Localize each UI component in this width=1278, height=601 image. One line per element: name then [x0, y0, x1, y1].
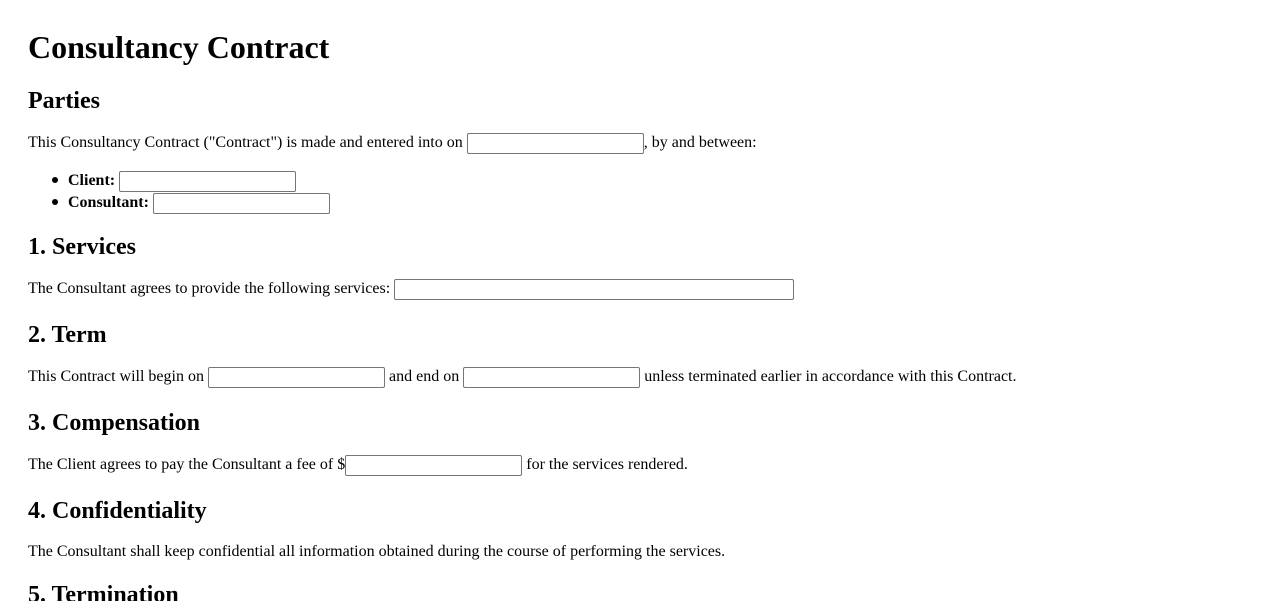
- section-heading-parties: Parties: [28, 88, 100, 114]
- party-item-client: [68, 170, 330, 192]
- confidentiality-text: The Consultant shall keep confidential all information obtained during the course of performing the services.: [28, 543, 726, 560]
- section-heading-services: 1. Services: [28, 234, 136, 260]
- page-title: Consultancy Contract: [28, 29, 330, 65]
- client-name-input[interactable]: [119, 171, 296, 192]
- compensation-text-start: The Client agrees to pay the Consultant a fee of $: [28, 456, 346, 474]
- section-heading-term: 2. Term: [28, 322, 107, 348]
- services-input[interactable]: [394, 279, 794, 300]
- term-text-middle: and end on: [388, 368, 460, 386]
- consultant-name-input[interactable]: [153, 193, 330, 214]
- party-item-consultant: [68, 192, 330, 214]
- section-heading-confidentiality: 4. Confidentiality: [28, 498, 207, 524]
- contract-date-input[interactable]: [467, 133, 644, 154]
- term-paragraph: [28, 367, 1017, 388]
- fee-amount-input[interactable]: [345, 455, 522, 476]
- parties-intro-text: This Consultancy Contract ("Contract") is made and entered into on: [28, 134, 463, 152]
- term-end-date-input[interactable]: [463, 367, 640, 388]
- section-heading-termination: 5. Termination: [28, 582, 179, 601]
- consultant-label: Consultant:: [68, 193, 149, 211]
- services-text: The Consultant agrees to provide the following services:: [28, 280, 391, 298]
- compensation-text-end: for the services rendered.: [526, 456, 688, 474]
- services-paragraph: [28, 279, 794, 300]
- parties-intro: [28, 133, 757, 154]
- parties-list: [68, 170, 330, 214]
- client-label: Client:: [68, 172, 116, 189]
- term-start-date-input[interactable]: [208, 367, 385, 388]
- term-text-end: unless terminated earlier in accordance with this Contract.: [644, 368, 1017, 386]
- term-text-start: This Contract will begin on: [28, 368, 204, 386]
- compensation-paragraph: [28, 455, 688, 476]
- section-heading-compensation: 3. Compensation: [28, 410, 201, 436]
- parties-intro-suffix: , by and between:: [643, 134, 757, 152]
